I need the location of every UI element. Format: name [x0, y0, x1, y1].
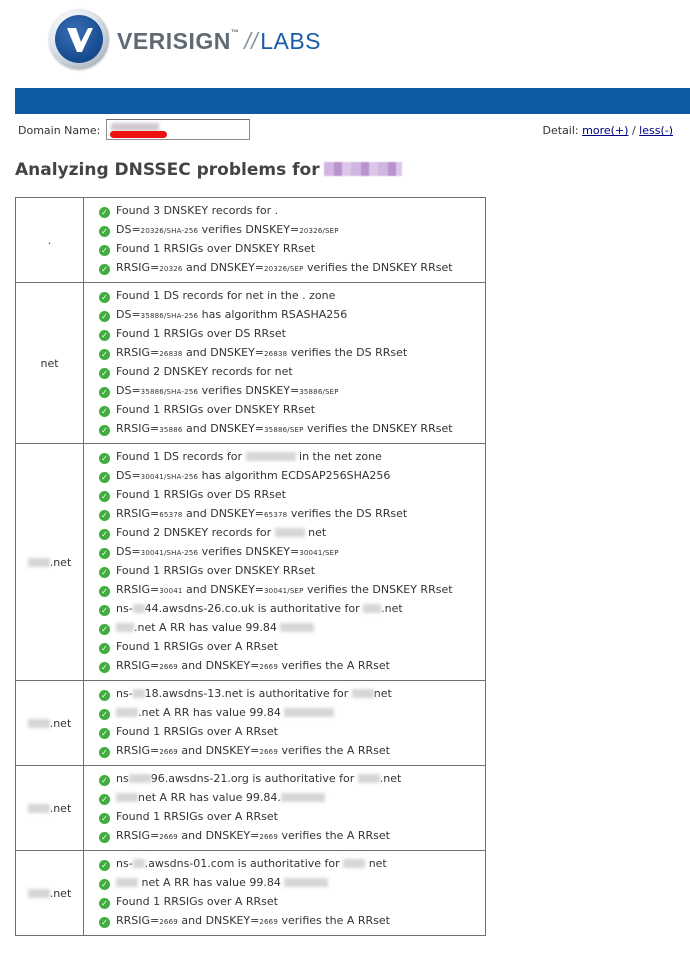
status-message — [84, 637, 485, 656]
check-icon: ✓ — [99, 917, 110, 928]
check-icon: ✓ — [99, 245, 110, 256]
key-id: 65378 — [264, 511, 288, 519]
status-message — [84, 258, 485, 277]
key-id: 20326/SEP — [264, 265, 304, 273]
check-icon: ✓ — [99, 832, 110, 843]
message-text: RRSIG= — [116, 583, 160, 596]
status-message — [84, 362, 485, 381]
check-icon: ✓ — [99, 491, 110, 502]
message-text: and DNSKEY= — [186, 583, 265, 596]
redacted-text — [352, 689, 374, 698]
status-message — [84, 419, 485, 438]
zone-messages — [84, 283, 486, 444]
redacted-text — [28, 558, 50, 567]
status-message — [84, 618, 485, 637]
check-icon: ✓ — [99, 567, 110, 578]
check-icon: ✓ — [99, 349, 110, 360]
key-id: 2669 — [259, 918, 278, 926]
status-message — [84, 656, 485, 675]
message-text: and DNSKEY= — [186, 261, 265, 274]
message-text: Found 1 DS records for net in the . zone — [116, 289, 336, 302]
brand-wordmark — [117, 28, 321, 55]
check-icon: ✓ — [99, 472, 110, 483]
key-id: 20326/SHA-256 — [140, 227, 199, 235]
brand-separator: // — [244, 28, 259, 54]
redacted-text — [280, 623, 314, 632]
message-text: Found 1 RRSIGs over A RRset — [116, 810, 278, 823]
redacted-text — [275, 528, 305, 537]
key-id: 26838 — [159, 350, 183, 358]
status-message — [84, 305, 485, 324]
key-id: 35886/SHA-256 — [140, 312, 199, 320]
zone-row — [16, 681, 486, 766]
trademark: ™ — [230, 28, 240, 37]
message-text: verifies the DS RRset — [290, 346, 408, 359]
message-text: in the net zone — [299, 450, 382, 463]
check-icon: ✓ — [99, 813, 110, 824]
status-message — [84, 523, 485, 542]
message-text: RRSIG= — [116, 507, 160, 520]
zone-suffix: .net — [49, 801, 72, 815]
message-text: DS= — [116, 469, 141, 482]
message-text: verifies the DNSKEY RRset — [307, 583, 453, 596]
red-highlight-mark — [110, 131, 167, 138]
status-message — [84, 400, 485, 419]
message-text: net A RR has value 99.84. — [138, 791, 281, 804]
zone-messages — [84, 198, 486, 283]
message-text: RRSIG= — [116, 346, 160, 359]
key-id: 30041/SEP — [264, 587, 304, 595]
message-text: Found 2 DNSKEY records for net — [116, 365, 293, 378]
key-id: 26838 — [264, 350, 288, 358]
key-id: 2669 — [159, 833, 178, 841]
redacted-text — [116, 793, 138, 802]
status-message — [84, 504, 485, 523]
check-icon: ✓ — [99, 709, 110, 720]
key-id: 65378 — [159, 511, 183, 519]
check-icon: ✓ — [99, 728, 110, 739]
zone-suffix: .net — [49, 886, 72, 900]
zone-label — [16, 766, 84, 851]
key-id: 35886/SHA-256 — [140, 388, 199, 396]
message-text: Found 1 RRSIGs over DNSKEY RRset — [116, 242, 316, 255]
message-text: ns — [116, 772, 129, 785]
message-text: RRSIG= — [116, 659, 160, 672]
message-text: verifies the A RRset — [281, 744, 390, 757]
message-text: .net A RR has value 99.84 — [138, 706, 281, 719]
redacted-text — [116, 878, 138, 887]
brand-name: VERISIGN — [117, 28, 231, 54]
redacted-domain — [111, 123, 159, 131]
check-icon: ✓ — [99, 624, 110, 635]
check-icon: ✓ — [99, 453, 110, 464]
key-id: 30041/SHA-256 — [140, 549, 199, 557]
status-message — [84, 826, 485, 845]
check-icon: ✓ — [99, 406, 110, 417]
status-message — [84, 447, 485, 466]
check-icon: ✓ — [99, 860, 110, 871]
check-icon: ✓ — [99, 264, 110, 275]
detail-label: Detail: — [542, 124, 579, 137]
message-text: net A RR has value 99.84 — [141, 876, 281, 889]
key-id: 30041/SEP — [299, 549, 339, 557]
redacted-text — [133, 689, 145, 698]
redacted-text — [284, 878, 328, 887]
status-message — [84, 542, 485, 561]
message-text: 18.awsdns-13.net is authoritative for — [144, 687, 349, 700]
message-text: verifies the DNSKEY RRset — [307, 422, 453, 435]
check-icon: ✓ — [99, 387, 110, 398]
domain-form — [18, 119, 673, 143]
message-text: and DNSKEY= — [181, 914, 260, 927]
key-id: 2669 — [259, 663, 278, 671]
zone-suffix: .net — [49, 716, 72, 730]
message-text: Found 3 DNSKEY records for . — [116, 204, 279, 217]
more-detail-link[interactable]: more(+) — [582, 124, 629, 137]
redacted-text — [284, 708, 334, 717]
message-text: has algorithm ECDSAP256SHA256 — [201, 469, 391, 482]
status-message — [84, 599, 485, 618]
message-text: DS= — [116, 308, 141, 321]
message-text: Found 1 RRSIGs over DS RRset — [116, 327, 286, 340]
check-icon: ✓ — [99, 643, 110, 654]
zone-row — [16, 851, 486, 936]
check-icon: ✓ — [99, 690, 110, 701]
message-text: ns- — [116, 857, 133, 870]
zone-row — [16, 198, 486, 283]
key-id: 20326/SEP — [299, 227, 339, 235]
key-id: 2669 — [159, 918, 178, 926]
check-icon: ✓ — [99, 879, 110, 890]
zone-label — [16, 444, 84, 681]
less-detail-link[interactable]: less(-) — [639, 124, 673, 137]
status-message — [84, 343, 485, 362]
check-icon: ✓ — [99, 548, 110, 559]
message-text: net — [368, 857, 387, 870]
message-text: Found 1 DS records for — [116, 450, 243, 463]
message-text: verifies the A RRset — [281, 829, 390, 842]
status-message — [84, 580, 485, 599]
key-id: 30041 — [159, 587, 183, 595]
status-message — [84, 911, 485, 930]
status-message — [84, 854, 485, 873]
header — [0, 0, 690, 88]
check-icon: ✓ — [99, 586, 110, 597]
message-text: .net — [379, 772, 402, 785]
zone-messages — [84, 766, 486, 851]
status-message — [84, 324, 485, 343]
message-text: 96.awsdns-21.org is authoritative for — [150, 772, 355, 785]
zone-messages — [84, 681, 486, 766]
check-icon: ✓ — [99, 311, 110, 322]
message-text: has algorithm RSASHA256 — [201, 308, 348, 321]
message-text: .net — [381, 602, 403, 615]
check-icon: ✓ — [99, 794, 110, 805]
status-message — [84, 220, 485, 239]
message-text: RRSIG= — [116, 422, 160, 435]
page-title — [15, 160, 402, 180]
message-text: ns- — [116, 687, 133, 700]
message-text: and DNSKEY= — [186, 422, 265, 435]
zone-label — [16, 851, 84, 936]
redacted-text — [116, 708, 138, 717]
key-id: 2669 — [159, 663, 178, 671]
check-icon: ✓ — [99, 662, 110, 673]
detail-separator: / — [631, 124, 636, 137]
status-message — [84, 788, 485, 807]
header-bar — [15, 88, 690, 114]
message-text: Found 1 RRSIGs over A RRset — [116, 640, 278, 653]
check-icon: ✓ — [99, 207, 110, 218]
message-text: RRSIG= — [116, 261, 160, 274]
message-text: verifies DNSKEY= — [201, 223, 300, 236]
message-text: and DNSKEY= — [181, 659, 260, 672]
status-message — [84, 561, 485, 580]
redacted-text — [343, 859, 365, 868]
status-message — [84, 703, 485, 722]
message-text: ns- — [116, 602, 133, 615]
message-text: .awsdns-01.com is authoritative for — [144, 857, 340, 870]
status-message — [84, 892, 485, 911]
check-icon: ✓ — [99, 529, 110, 540]
zone-label — [16, 681, 84, 766]
message-text: verifies the DNSKEY RRset — [307, 261, 453, 274]
zone-label: net — [16, 283, 84, 444]
check-icon: ✓ — [99, 330, 110, 341]
status-message — [84, 239, 485, 258]
message-text: Found 1 RRSIGs over DNSKEY RRset — [116, 403, 316, 416]
check-icon: ✓ — [99, 605, 110, 616]
status-message — [84, 286, 485, 305]
redacted-text — [28, 804, 50, 813]
status-message — [84, 684, 485, 703]
message-text: net — [373, 687, 392, 700]
check-icon: ✓ — [99, 292, 110, 303]
message-text: DS= — [116, 223, 141, 236]
check-icon: ✓ — [99, 368, 110, 379]
message-text: Found 1 RRSIGs over DS RRset — [116, 488, 286, 501]
message-text: 44.awsdns-26.co.uk is authoritative for — [144, 602, 360, 615]
key-id: 20326 — [159, 265, 183, 273]
key-id: 35886 — [159, 426, 183, 434]
message-text: RRSIG= — [116, 744, 160, 757]
redacted-text — [28, 889, 50, 898]
zone-row — [16, 283, 486, 444]
check-icon: ✓ — [99, 510, 110, 521]
detail-controls — [543, 124, 673, 137]
verisign-logo — [49, 9, 109, 69]
status-message — [84, 485, 485, 504]
status-message — [84, 201, 485, 220]
message-text: and DNSKEY= — [181, 829, 260, 842]
message-text: Found 1 RRSIGs over A RRset — [116, 725, 278, 738]
domain-name-label: Domain Name: — [18, 124, 101, 137]
redacted-text — [129, 774, 151, 783]
message-text: net — [308, 526, 327, 539]
key-id: 35886/SEP — [299, 388, 339, 396]
status-message — [84, 873, 485, 892]
message-text: verifies the A RRset — [281, 914, 390, 927]
status-message — [84, 807, 485, 826]
zone-messages — [84, 444, 486, 681]
redacted-text — [246, 452, 296, 461]
redacted-text — [358, 774, 380, 783]
message-text: DS= — [116, 384, 141, 397]
message-text: verifies the DS RRset — [290, 507, 408, 520]
dnssec-results-table — [15, 197, 486, 936]
status-message — [84, 769, 485, 788]
message-text: Found 1 RRSIGs over DNSKEY RRset — [116, 564, 316, 577]
zone-messages — [84, 851, 486, 936]
check-icon: ✓ — [99, 747, 110, 758]
redacted-text — [133, 604, 145, 613]
message-text: and DNSKEY= — [186, 346, 265, 359]
message-text: RRSIG= — [116, 914, 160, 927]
redacted-text — [116, 623, 134, 632]
message-text: RRSIG= — [116, 829, 160, 842]
zone-row — [16, 444, 486, 681]
status-message — [84, 466, 485, 485]
redacted-text — [363, 604, 381, 613]
status-message — [84, 381, 485, 400]
check-icon: ✓ — [99, 898, 110, 909]
message-text: verifies the A RRset — [281, 659, 390, 672]
key-id: 2669 — [259, 748, 278, 756]
redacted-text — [281, 793, 325, 802]
check-icon: ✓ — [99, 425, 110, 436]
message-text: and DNSKEY= — [181, 744, 260, 757]
logo-v-mark — [55, 15, 103, 63]
check-icon: ✓ — [99, 775, 110, 786]
redacted-text — [28, 719, 50, 728]
check-icon: ✓ — [99, 226, 110, 237]
message-text: DS= — [116, 545, 141, 558]
status-message — [84, 722, 485, 741]
key-id: 35886/SEP — [264, 426, 304, 434]
brand-labs: LABS — [260, 28, 322, 54]
message-text: and DNSKEY= — [186, 507, 265, 520]
key-id: 2669 — [259, 833, 278, 841]
message-text: Found 2 DNSKEY records for — [116, 526, 272, 539]
key-id: 30041/SHA-256 — [140, 473, 199, 481]
message-text: .net A RR has value 99.84 — [134, 621, 277, 634]
message-text: Found 1 RRSIGs over A RRset — [116, 895, 278, 908]
message-text: verifies DNSKEY= — [201, 545, 300, 558]
message-text: verifies DNSKEY= — [201, 384, 300, 397]
page-title-text: Analyzing DNSSEC problems for — [15, 160, 320, 180]
zone-row — [16, 766, 486, 851]
redacted-domain-title — [324, 162, 402, 176]
key-id: 2669 — [159, 748, 178, 756]
zone-suffix: .net — [49, 555, 72, 569]
status-message — [84, 741, 485, 760]
zone-label: . — [16, 198, 84, 283]
redacted-text — [133, 859, 145, 868]
